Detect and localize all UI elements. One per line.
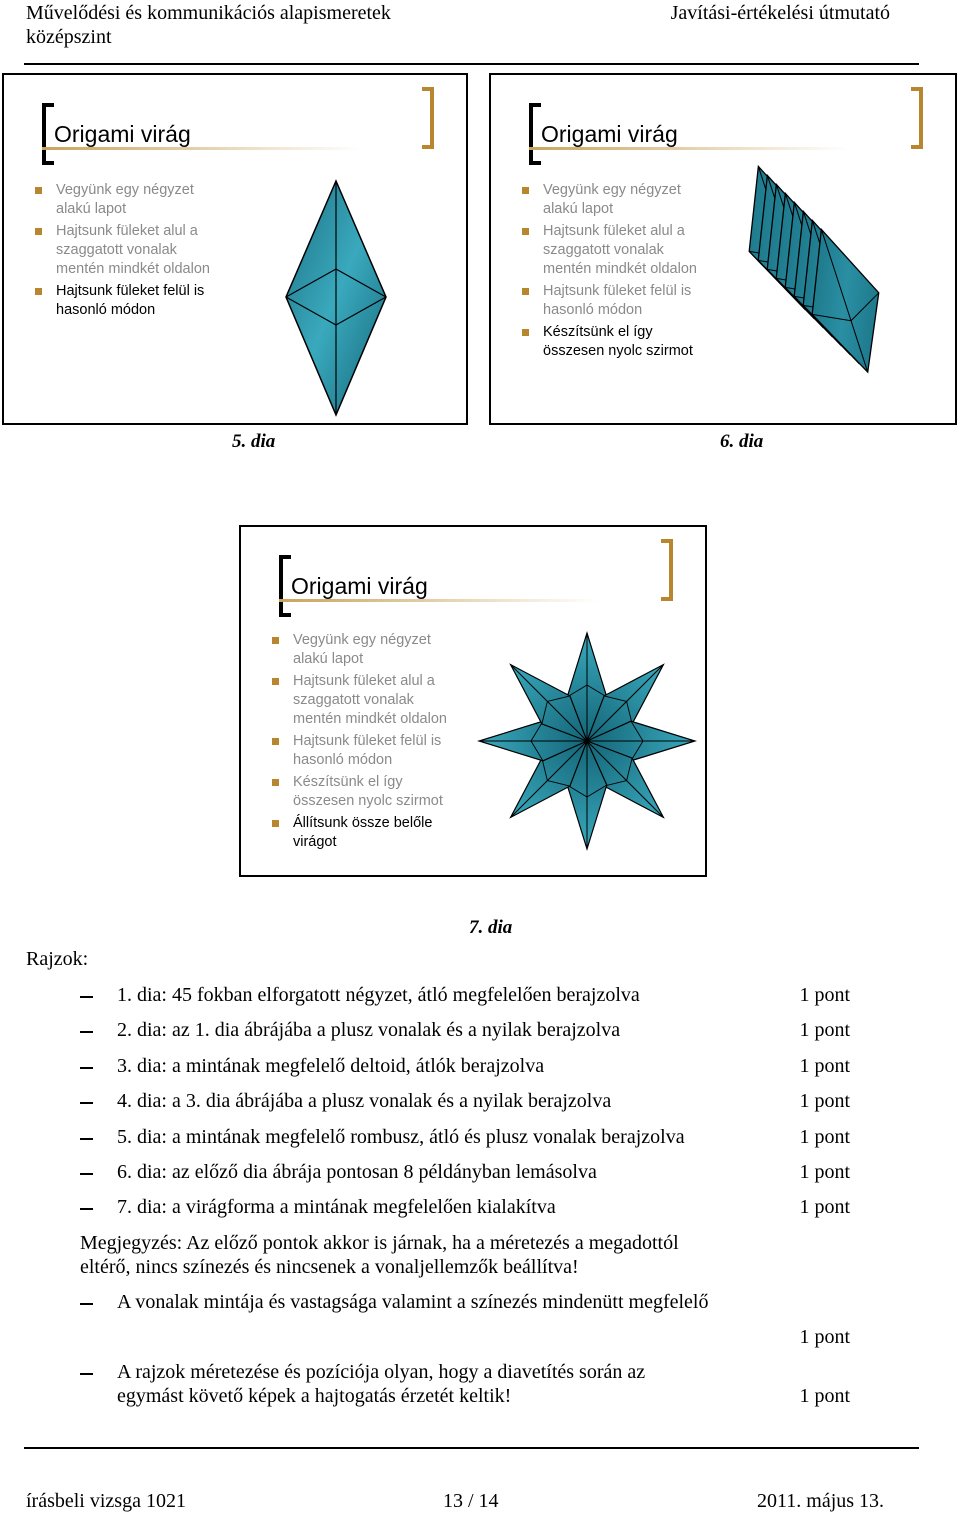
bullet-3-l1: Hajtsunk füleket felül is [293,733,442,749]
bullet-3-l2: hasonló módon [543,302,643,318]
bullet-5 [269,814,489,852]
title-bracket-left [279,555,291,617]
bullet-1-l2: alakú lapot [56,201,127,217]
bullet-2-l3: mentén mindkét oldalon [56,261,210,277]
bullet-5-l2: virágot [293,834,337,850]
bullet-square-icon [272,678,279,685]
note-line-2: eltérő, nincs színezés és nincsenek a vonaljellemzők beállítva! [80,1256,579,1278]
bullet-square-icon [35,228,42,235]
bullet-2 [32,222,252,279]
bullet-1-l2: alakú lapot [293,651,364,667]
note-line-1: Megjegyzés: Az előző pontok akkor is járnak, ha a méretezés a megadottól [80,1232,679,1254]
footer-left: írásbeli vizsga 1021 [26,1490,186,1512]
bullet-list [519,181,739,364]
dash-icon [80,1173,93,1175]
slide-title: Origami virág [541,121,678,147]
extra-item-2 [80,1361,850,1413]
bullet-2-l2: szaggatott vonalak [293,692,414,708]
extra-item-1-text: A vonalak mintája és vastagsága valamint a színezés mindenütt megfelelő [117,1291,709,1313]
rajzok-item-3-text: 3. dia: a mintának megfelelő deltoid, átlók berajzolva [117,1055,545,1077]
star-flower-figure [477,629,697,853]
bullet-square-icon [272,779,279,786]
rajzok-item-7-text: 7. dia: a virágforma a mintának megfelelően kialakítva [117,1196,556,1218]
bullet-square-icon [272,738,279,745]
dash-icon [80,1031,93,1033]
bullet-3 [32,282,252,320]
rajzok-item-5 [80,1126,850,1152]
slide-6 [489,73,957,425]
extra-item-1 [80,1291,850,1317]
rajzok-heading: Rajzok: [26,948,89,970]
title-bracket-right [661,539,673,601]
footer-right: 2011. május 13. [757,1490,885,1512]
rajzok-item-2 [80,1019,850,1045]
bullet-square-icon [35,187,42,194]
dash-icon [80,1138,93,1140]
bullet-2 [269,672,489,729]
bullet-4 [519,323,739,361]
header-left-line2: középszint [26,26,112,48]
bullet-2-l3: mentén mindkét oldalon [293,711,447,727]
bullet-1-l1: Vegyünk egy négyzet [543,182,681,198]
caption-7: 7. dia [469,917,513,938]
bullet-2-l1: Hajtsunk füleket alul a [293,673,435,689]
extra-item-1-points: 1 pont [799,1326,850,1348]
stacked-petals-figure [739,161,895,393]
dash-icon [80,1067,93,1069]
bullet-2-l3: mentén mindkét oldalon [543,261,697,277]
rajzok-item-5-points: 1 pont [799,1126,850,1148]
bullet-4-l2: összesen nyolc szirmot [543,343,693,359]
bullet-3-l2: hasonló módon [293,752,393,768]
rajzok-item-6-text: 6. dia: az előző dia ábrája pontosan 8 példányban lemásolva [117,1161,597,1183]
extra-item-2-points: 1 pont [799,1385,850,1407]
bullet-3 [269,732,489,770]
rajzok-item-4-text: 4. dia: a 3. dia ábrájába a plusz vonalak és a nyilak berajzolva [117,1090,612,1112]
bullet-2-l1: Hajtsunk füleket alul a [543,223,685,239]
bullet-4-l2: összesen nyolc szirmot [293,793,443,809]
title-bracket-left [42,103,54,165]
bullet-1-l2: alakú lapot [543,201,614,217]
rajzok-item-4-points: 1 pont [799,1090,850,1112]
slide-7 [239,525,707,877]
title-bracket-right [422,87,434,149]
slide-title: Origami virág [291,573,428,599]
dash-icon [80,996,93,998]
bullet-2-l2: szaggatott vonalak [56,242,177,258]
bullet-square-icon [522,187,529,194]
bullet-3-l1: Hajtsunk füleket felül is [56,283,205,299]
bullet-square-icon [522,288,529,295]
bullet-4-l1: Készítsünk el így [543,324,653,340]
title-bracket-right [911,87,923,149]
rajzok-item-2-text: 2. dia: az 1. dia ábrájába a plusz vonalak és a nyilak berajzolva [117,1019,621,1041]
rajzok-item-6-points: 1 pont [799,1161,850,1183]
bullet-3 [519,282,739,320]
extra-item-2-line1: A rajzok méretezése és pozíciója olyan, hogy a diavetítés során az [117,1361,646,1383]
dash-icon [80,1373,93,1375]
bullet-2-l1: Hajtsunk füleket alul a [56,223,198,239]
bullet-square-icon [272,820,279,827]
bullet-5-l1: Állítsunk össze belőle [293,815,433,831]
slide-title: Origami virág [54,121,191,147]
bullet-3-l2: hasonló módon [56,302,156,318]
bullet-2 [519,222,739,279]
rajzok-item-1-points: 1 pont [799,984,850,1006]
header-rule [24,63,919,65]
dash-icon [80,1303,93,1305]
dash-icon [80,1208,93,1210]
bullet-1 [269,631,489,669]
dash-icon [80,1102,93,1104]
bullet-1-l1: Vegyünk egy négyzet [56,182,194,198]
header-left-line1: Művelődési és kommunikációs alapismeretek [26,2,391,24]
rajzok-item-3 [80,1055,850,1081]
bullet-4 [269,773,489,811]
rhombus-petal-figure [284,179,388,417]
bullet-list [32,181,252,323]
bullet-square-icon [272,637,279,644]
rajzok-item-6 [80,1161,850,1187]
bullet-list [269,631,489,855]
rajzok-item-5-text: 5. dia: a mintának megfelelő rombusz, átló és plusz vonalak berajzolva [117,1126,685,1148]
bullet-2-l2: szaggatott vonalak [543,242,664,258]
rajzok-item-7-points: 1 pont [799,1196,850,1218]
bullet-square-icon [522,329,529,336]
bullet-square-icon [35,288,42,295]
bullet-1 [519,181,739,219]
footer-center: 13 / 14 [443,1490,499,1512]
footer-rule [24,1447,919,1449]
rajzok-item-2-points: 1 pont [799,1019,850,1041]
caption-6: 6. dia [720,431,764,452]
bullet-4-l1: Készítsünk el így [293,774,403,790]
header-right: Javítási-értékelési útmutató [670,2,890,24]
rajzok-item-1-text: 1. dia: 45 fokban elforgatott négyzet, átló megfelelően berajzolva [117,984,640,1006]
slide-5 [2,73,468,425]
rajzok-item-7 [80,1196,850,1222]
rajzok-item-4 [80,1090,850,1116]
bullet-square-icon [522,228,529,235]
extra-item-2-line2: egymást követő képek a hajtogatás érzetét keltik! [117,1385,512,1407]
bullet-3-l1: Hajtsunk füleket felül is [543,283,692,299]
extra-item-1-points-row [80,1326,850,1352]
bullet-1 [32,181,252,219]
rajzok-item-1 [80,984,850,1010]
title-bracket-left [529,103,541,165]
rajzok-item-3-points: 1 pont [799,1055,850,1077]
note [80,1231,850,1279]
caption-5: 5. dia [232,431,276,452]
bullet-1-l1: Vegyünk egy négyzet [293,632,431,648]
